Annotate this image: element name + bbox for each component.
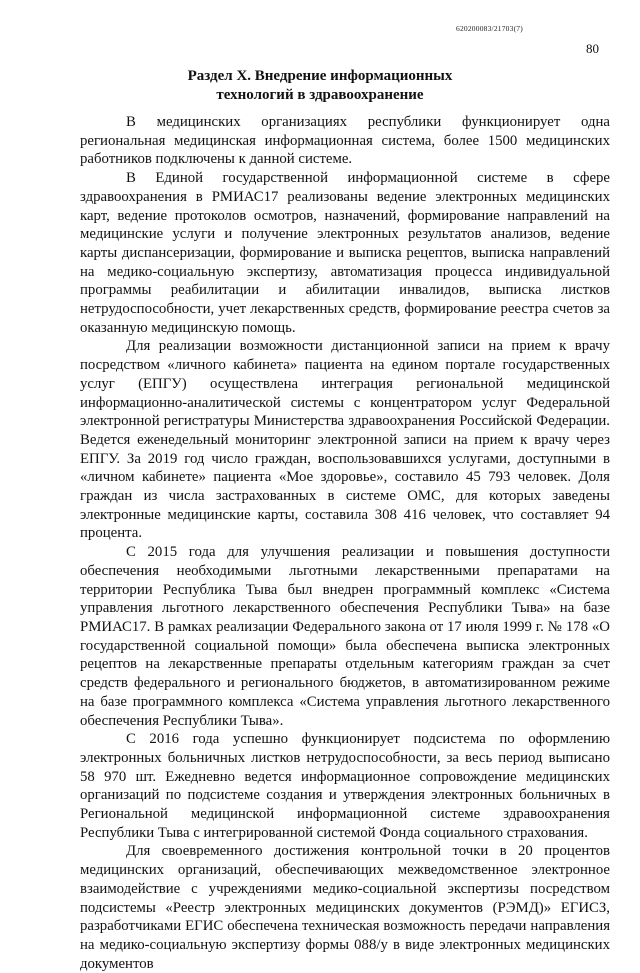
section-heading: [120, 67, 520, 105]
section-title-line-2: технологий в здравоохранение: [216, 87, 424, 103]
page-number: 80: [586, 41, 599, 56]
paragraph: Для реализации возможности дистанционной записи на прием к врачу посредством «личного кабинета» пациента на едином портале государственных услуг (ЕПГУ) осуществлена интеграция региональной медицинской информационно-аналитической системы с концентратором услуг Федеральной электронной регистратуры Министерства здравоохранения Российской Федерации. Ведется еженедельный мониторинг электронной записи на прием к врачу через ЕПГУ. За 2019 год число граждан, воспользовавшихся услугами, доступными в «личном кабинете» пациента «Мое здоровье», составило 45 793 человек. Доля граждан из числа застрахованных в системе ОМС, для которых заведены электронные медицинские карты, составила 308 416 человек, что составляет 94 процента.: [80, 338, 610, 542]
paragraph: В медицинских организациях республики функционирует одна региональная медицинская информационная система, более 1500 медицинских работников подключены к данной системе.: [80, 114, 610, 168]
paragraph: Для своевременного достижения контрольной точки в 20 процентов медицинских организаций, обеспечивающих межведомственное электронное взаимодействие с учреждениями медико-социальной экспертизы посредством подсистемы «Реестр электронных медицинских документов (РЭМД)» ЕГИСЗ, разработчиками ЕГИС обеспечена техническая возможность передачи направления на медико-социальную экспертизу формы 088/у в виде электронных медицинских документов: [80, 843, 610, 972]
body-text: [80, 113, 610, 973]
document-id: 620200083/21703(7): [456, 24, 523, 33]
paragraph: В Единой государственной информационной системе в сфере здравоохранения в РМИАС17 реализованы ведение электронных медицинских карт, ведение протоколов осмотров, назначений, формирование направлений на медицинские услуги и получение электронных результатов анализов, ведение карты диспансеризации, формирование и выписка рецептов, выписка направлений на медико-социальную экспертизу, автоматизация процесса индивидуальной программы реабилитации и абилитации инвалидов, выписка листков нетрудоспособности, учет лекарственных средств, формирование реестра счетов за оказанную медицинскую помощь.: [80, 170, 610, 336]
paragraph: С 2015 года для улучшения реализации и повышения доступности обеспечения необходимыми льготными лекарственными препаратами на территории Республика Тыва был внедрен программный комплекс «Система управления льготного лекарственного обеспечения Республики Тыва» на базе РМИАС17. В рамках реализации Федерального закона от 17 июля 1999 г. № 178 «О государственной социальной помощи» была обеспечена выписка электронных рецептов на лекарственные препараты отдельным категориям граждан за счет средств федерального и регионального бюджетов, в автоматизированном режиме на базе программного комплекса «Система управления льготного лекарственного обеспечения Республики Тыва».: [80, 544, 610, 729]
paragraph: С 2016 года успешно функционирует подсистема по оформлению электронных больничных листков нетрудоспособности, за весь период выписано 58 970 шт. Ежедневно ведется информационное сопровождение медицинских организаций по подсистеме создания и утверждения электронных больничных в Региональной медицинской информационной системе здравоохранения Республики Тыва с интегрированной системой Фонда социального страхования.: [80, 731, 610, 841]
section-title-line-1: Раздел X. Внедрение информационных: [187, 68, 453, 84]
